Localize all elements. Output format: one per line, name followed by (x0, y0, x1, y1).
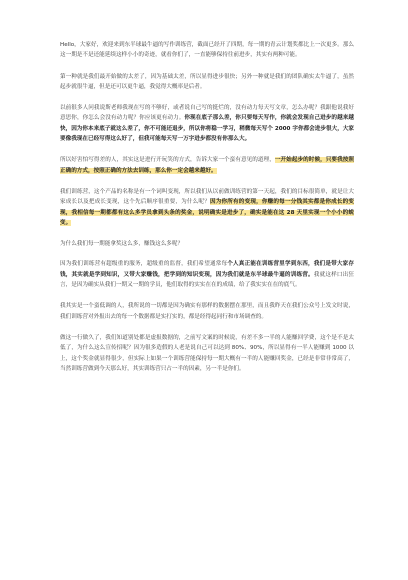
paragraph (60, 155, 354, 176)
body-text: 我就这样口出狂言，是因为确实从我们一期又一期的学员，他们取得的实实在在的成绩，给了我实实在在的底气。 (60, 271, 354, 289)
highlighted-text: 一开始起步的时候，只要我按照正确的方式，按照正确的方法去训练，那么你一定会越来越好。 (60, 157, 354, 174)
paragraph (60, 72, 354, 93)
body-text: 我们训练营，这个产品的名称是有一个词叫变现，所以我们从以前做训练营的第一天起，我们的目标很简单，就是让大家成长以及把成长变现，这个先后顺序很重要，为什么呢？ (60, 188, 354, 206)
highlighted-text: 因为你所有的变现，你赚的每一分钱其实都是你成长的变现，我相信每一期都都有这么多学员拿到头条的奖金，说明确实是进步了，确实是能在这 28 天里实现一个小小的蜕变。 (60, 199, 354, 226)
body-text: 为什么我们每一期能拿奖这么多，赚钱这么多呢？ (60, 241, 184, 248)
paragraph (60, 187, 354, 228)
paragraph (60, 259, 354, 290)
question-line (60, 239, 354, 249)
body-text: 第一种就是我们最开始做的太差了，因为基础太差，所以显得进步很快；另外一种就是我们的团队确实太牛逼了，虽然起步就很牛逼，但是还可以更牛逼，我觉得大概率是后者。 (60, 73, 354, 90)
body-text: Hello，大家好，欢迎来到东半球最牛逼的写作训练营，截面已经开了四期，每一期的青云计划奖都比上一次更多。那么这一期是不是还能延续这样小小的奇迹，就看你们了，一直能够保持往前进步，其实有两种可能。 (60, 42, 354, 59)
body-text: 因为我们训练营有超级重的服务，超级重的监督，我们希望通常每 (60, 261, 228, 268)
paragraph (60, 40, 354, 61)
body-text: 以前很多人问我说斯老师我现在写的不够好，或者说自己写的挺烂的，没有动力每天写文章，怎么办呢？我跟他说我好意思你，你怎么会没有动力呢？你应该更有动力。 (60, 105, 354, 122)
body-text: 所以好害怕写得差的人，其实这是进行开玩笑的方式，告诉大家一个蛮有意见的道理， (60, 157, 275, 164)
body-text: 做这一行做久了，我们知道别处都是虚报数据的，之前写文案的时候说，有差不多一半的人能赚回学费，这个是不是太低了，为什么这么宣传招呢？因为很多造假的人老是说自己可以达到 80%、90%，所以显得有一半人能赚到 1000 以上，这个奖金就显得很少，但实际上如果一个训练营能保持每一期大概有一半的人能赚回奖金，已经是非常非常高了，当然训练营做到今天那么好，其实训练营只占一半的因素，另一半是你们。 (60, 334, 354, 372)
paragraph (60, 301, 354, 322)
paragraph (60, 333, 354, 374)
body-text: 我其实是一个蛮低调的人，我所说的一切都是因为确实有那样的数据摆在那里，而且我昨天在我们公众号上发文时说，我们训练营对外报出去的每一个数据都是实打实的，都是经得起同行和市场调查的。 (60, 303, 354, 320)
bold-text: 你现在底子那么差，你只要每天写作，你就会发现自己进步的越来越快，因为你本来底子就这么差了，你不可能还退步，所以你将稳一学习，稍微每天写个 2000 字你都会进步很大，大家要像我现在已经写得这么好了，但我可能每天写一万字进步都没有你那么大。 (60, 115, 354, 143)
paragraph (60, 103, 354, 144)
bold-text: 个人真正能在训练营里学到东西，我们是带大家存钱，其实就是学到知识，又带大家赚钱，把学到的知识变现，因为我们就是东半球最牛逼的训练营。 (60, 261, 354, 278)
